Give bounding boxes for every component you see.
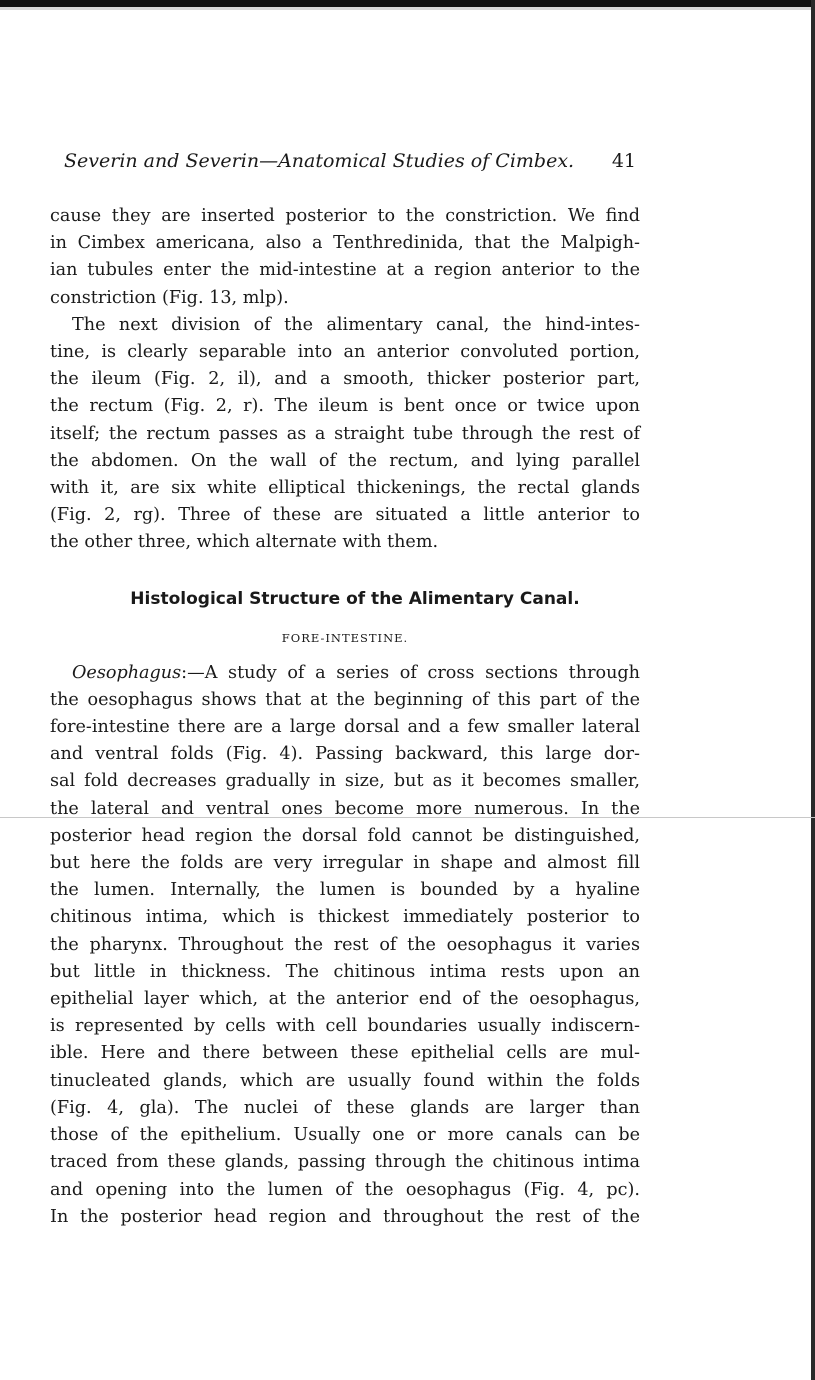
text-line: The next division of the alimentary canal, the hind-intes-: [72, 314, 640, 335]
subsection-heading: FORE-INTESTINE.: [281, 630, 409, 645]
text-line: constriction (Fig. 13, mlp).: [50, 287, 289, 308]
text-line: fore-intestine there are a large dorsal and a few smaller lateral: [50, 717, 640, 738]
running-header: [50, 150, 640, 180]
text-line: (Fig. 4, gla). The nuclei of these glands are larger than: [50, 1097, 640, 1118]
text-line: the ileum (Fig. 2, il), and a smooth, thicker posterior part,: [50, 369, 640, 390]
text-line: epithelial layer which, at the anterior end of the oesophagus,: [50, 989, 640, 1010]
text-line: the oesophagus shows that at the beginning of this part of the: [50, 689, 640, 710]
run-in-heading: Oesophagus: [72, 662, 182, 683]
text-line: chitinous intima, which is thickest immediately posterior to: [50, 907, 640, 928]
text-line: but here the folds are very irregular in shape and almost fill: [50, 853, 640, 874]
paragraph-malpighian-tubules: [50, 203, 640, 312]
scan-right-edge: [811, 0, 815, 1380]
text-line: the abdomen. On the wall of the rectum, and lying parallel: [50, 450, 640, 471]
text-line: the lumen. Internally, the lumen is bounded by a hyaline: [50, 880, 640, 901]
text-line: in Cimbex americana, also a Tenthredinida, that the Malpigh-: [50, 233, 640, 254]
text-line: but little in thickness. The chitinous intima rests upon an: [50, 961, 640, 982]
text-run: :—A study of a series of cross sections through: [181, 662, 640, 683]
page-number: 41: [611, 150, 636, 172]
paragraph-hind-intestine: [50, 312, 640, 557]
text-line: tinucleated glands, which are usually found within the folds: [50, 1070, 640, 1091]
text-line: the other three, which alternate with them.: [50, 532, 439, 553]
running-title: Severin and Severin—Anatomical Studies of Cimbex.: [64, 150, 575, 172]
text-line: itself; the rectum passes as a straight tube through the rest of: [50, 423, 640, 444]
text-line: those of the epithelium. Usually one or more canals can be: [50, 1125, 640, 1146]
text-line: with it, are six white elliptical thickenings, the rectal glands: [50, 478, 640, 499]
text-line: In the posterior head region and throughout the rest of the: [50, 1206, 640, 1227]
text-line: the pharynx. Throughout the rest of the oesophagus it varies: [50, 934, 640, 955]
text-line: ible. Here and there between these epithelial cells are mul-: [50, 1043, 640, 1064]
paragraph-oesophagus: [50, 660, 640, 1231]
text-line: the rectum (Fig. 2, r). The ileum is bent once or twice upon: [50, 396, 640, 417]
text-line: posterior head region the dorsal fold cannot be distinguished,: [50, 825, 640, 846]
text-line: sal fold decreases gradually in size, but as it becomes smaller,: [50, 771, 640, 792]
text-line: ian tubules enter the mid-intestine at a region anterior to the: [50, 260, 640, 281]
section-heading: Histological Structure of the Alimentary Canal.: [130, 588, 580, 609]
page: [50, 150, 640, 1231]
text-line: [50, 660, 640, 687]
text-line: traced from these glands, passing through the chitinous intima: [50, 1152, 640, 1173]
text-line: cause they are inserted posterior to the constriction. We find: [50, 206, 640, 226]
text-line: and opening into the lumen of the oesophagus (Fig. 4, pc).: [50, 1179, 640, 1200]
scan-top-shadow: [0, 7, 815, 10]
text-line: is represented by cells with cell boundaries usually indiscern-: [50, 1016, 640, 1037]
text-line: tine, is clearly separable into an anterior convoluted portion,: [50, 342, 640, 363]
text-line: the lateral and ventral ones become more numerous. In the: [50, 798, 640, 819]
text-line: (Fig. 2, rg). Three of these are situated a little anterior to: [50, 505, 640, 526]
text-line: and ventral folds (Fig. 4). Passing backward, this large dor-: [50, 744, 640, 765]
scan-top-edge: [0, 0, 815, 7]
